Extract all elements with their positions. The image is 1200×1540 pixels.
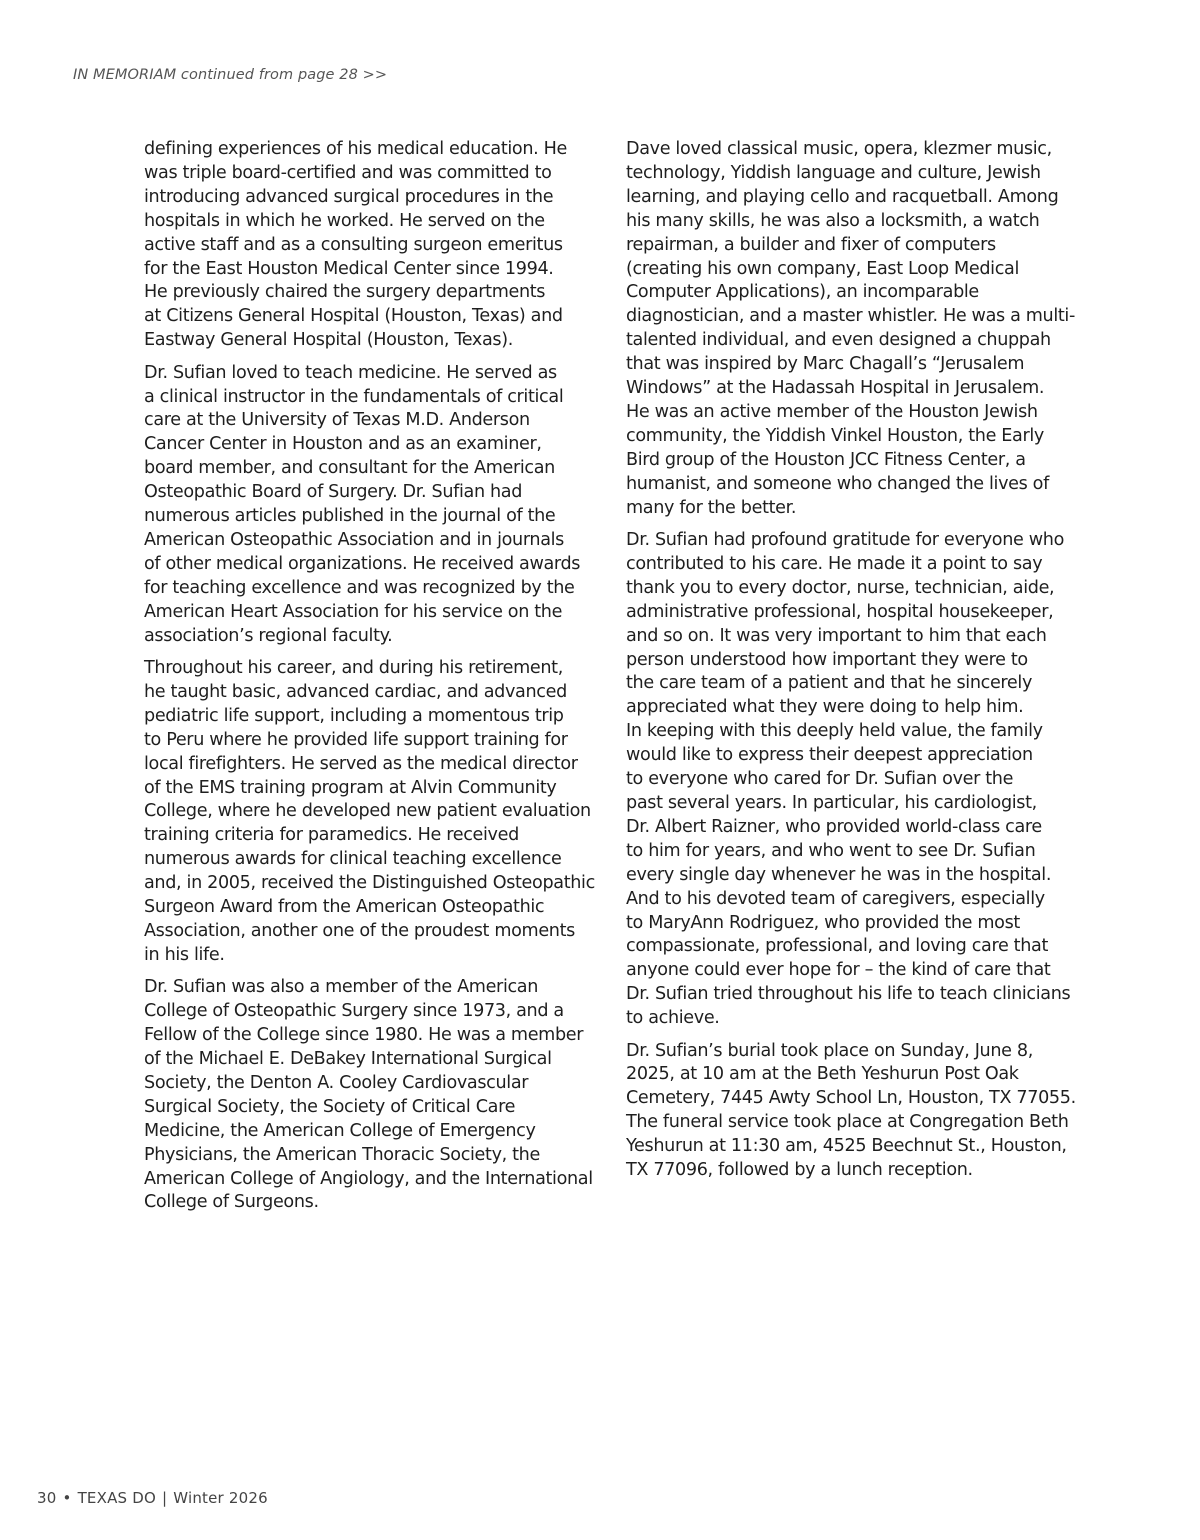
- text-line: his many skills, he was also a locksmith, a watch: [626, 210, 1040, 231]
- text-line: introducing advanced surgical procedures in the: [144, 186, 554, 207]
- text-line: defining experiences of his medical education. He: [144, 139, 567, 159]
- text-line: active staff and as a consulting surgeon emeritus: [144, 234, 563, 255]
- text-line: to everyone who cared for Dr. Sufian over the: [626, 769, 1014, 790]
- text-line: learning, and playing cello and racquetball. Among: [626, 186, 1059, 207]
- page-number: 30: [37, 1489, 57, 1507]
- text-line: of other medical organizations. He received awards: [144, 553, 581, 574]
- text-line: American College of Angiology, and the International: [144, 1168, 593, 1189]
- text-line: The funeral service took place at Congregation Beth: [626, 1112, 1069, 1133]
- body-paragraph: [626, 138, 1088, 521]
- text-line: appreciated what they were doing to help him.: [626, 697, 1024, 718]
- text-line: a clinical instructor in the fundamentals of critical: [144, 386, 564, 407]
- text-line: College of Surgeons.: [144, 1192, 319, 1213]
- issue-name: Winter 2026: [173, 1489, 268, 1507]
- text-line: of the Michael E. DeBakey International Surgical: [144, 1049, 552, 1070]
- publication-name: TEXAS DO: [77, 1489, 156, 1507]
- text-line: College, where he developed new patient evaluation: [144, 801, 591, 822]
- text-line: for the East Houston Medical Center since 1994.: [144, 258, 554, 279]
- text-line: TX 77096, followed by a lunch reception.: [626, 1160, 973, 1181]
- text-line: Bird group of the Houston JCC Fitness Center, a: [626, 449, 1026, 470]
- text-line: to MaryAnn Rodriguez, who provided the most: [626, 912, 1020, 933]
- text-line: care at the University of Texas M.D. Anderson: [144, 410, 530, 431]
- text-line: American Osteopathic Association and in journals: [144, 530, 564, 550]
- text-line: anyone could ever hope for – the kind of care that: [626, 960, 1051, 981]
- body-paragraph: [144, 976, 604, 1215]
- text-line: hospitals in which he worked. He served on the: [144, 210, 545, 231]
- text-line: Society, the Denton A. Cooley Cardiovascular: [144, 1072, 529, 1093]
- text-line: would like to express their deepest appreciation: [626, 745, 1033, 766]
- text-line: 2025, at 10 am at the Beth Yeshurun Post Oak: [626, 1064, 1019, 1085]
- text-line: Physicians, the American Thoracic Society, the: [144, 1144, 540, 1165]
- text-line: He previously chaired the surgery departments: [144, 282, 546, 303]
- footer-bullet: •: [62, 1489, 72, 1507]
- text-line: to achieve.: [626, 1008, 720, 1029]
- text-line: and, in 2005, received the Distinguished Osteopathic: [144, 873, 595, 894]
- text-line: American Heart Association for his service on the: [144, 601, 563, 622]
- text-line: Medicine, the American College of Emergency: [144, 1120, 536, 1141]
- text-line: repairman, a builder and fixer of computers: [626, 234, 996, 255]
- text-line: technology, Yiddish language and culture, Jewish: [626, 162, 1041, 183]
- text-line: person understood how important they were to: [626, 649, 1028, 670]
- text-line: Computer Applications), an incomparable: [626, 282, 979, 303]
- body-paragraph: [626, 1040, 1088, 1183]
- text-line: training criteria for paramedics. He received: [144, 825, 519, 846]
- page-footer: [37, 1489, 268, 1507]
- running-head: IN MEMORIAM continued from page 28 >>: [73, 67, 388, 83]
- text-line: local firefighters. He served as the medical director: [144, 753, 578, 774]
- text-line: talented individual, and even designed a chuppah: [626, 330, 1051, 351]
- left-column: [144, 138, 604, 1224]
- text-line: that was inspired by Marc Chagall’s “Jerusalem: [626, 354, 1025, 375]
- text-line: Throughout his career, and during his retirement,: [144, 658, 563, 679]
- text-line: Dr. Sufian was also a member of the American: [144, 977, 539, 998]
- text-line: in his life.: [144, 944, 225, 965]
- text-line: And to his devoted team of caregivers, especially: [626, 888, 1045, 909]
- text-line: numerous articles published in the journal of the: [144, 506, 556, 527]
- text-line: Dave loved classical music, opera, klezmer music,: [626, 139, 1052, 159]
- text-line: Dr. Albert Raizner, who provided world-class care: [626, 816, 1042, 837]
- text-line: Eastway General Hospital (Houston, Texas).: [144, 330, 514, 351]
- text-line: and so on. It was very important to him that each: [626, 625, 1047, 646]
- body-paragraph: [144, 362, 604, 649]
- text-line: Osteopathic Board of Surgery. Dr. Sufian had: [144, 482, 523, 503]
- text-line: every single day whenever he was in the hospital.: [626, 864, 1052, 885]
- text-line: for teaching excellence and was recognized by the: [144, 577, 575, 598]
- text-line: Cemetery, 7445 Awty School Ln, Houston, TX 77055.: [626, 1088, 1076, 1109]
- body-paragraph: [144, 657, 604, 968]
- text-line: administrative professional, hospital housekeeper,: [626, 601, 1054, 622]
- text-line: community, the Yiddish Vinkel Houston, the Early: [626, 425, 1044, 446]
- text-line: In keeping with this deeply held value, the family: [626, 721, 1043, 742]
- text-line: thank you to every doctor, nurse, technician, aide,: [626, 577, 1055, 598]
- text-line: he taught basic, advanced cardiac, and advanced: [144, 681, 567, 702]
- text-line: Association, another one of the proudest moments: [144, 921, 575, 941]
- body-paragraph: [144, 138, 604, 353]
- text-line: Surgeon Award from the American Osteopathic: [144, 897, 545, 918]
- text-line: Dr. Sufian loved to teach medicine. He served as: [144, 362, 557, 383]
- text-line: Dr. Sufian’s burial took place on Sunday, June 8,: [626, 1040, 1033, 1061]
- footer-divider: |: [162, 1489, 168, 1507]
- text-line: He was an active member of the Houston Jewish: [626, 401, 1038, 422]
- text-line: Yeshurun at 11:30 am, 4525 Beechnut St., Houston,: [626, 1136, 1067, 1157]
- text-line: to Peru where he provided life support training for: [144, 729, 568, 750]
- text-line: compassionate, professional, and loving care that: [626, 936, 1048, 957]
- text-line: Surgical Society, the Society of Critical Care: [144, 1096, 516, 1117]
- text-line: was triple board-certified and was committed to: [144, 162, 552, 183]
- text-line: the care team of a patient and that he sincerely: [626, 673, 1032, 694]
- right-column: [626, 138, 1088, 1191]
- text-line: humanist, and someone who changed the lives of: [626, 473, 1049, 494]
- text-line: many for the better.: [626, 497, 797, 518]
- text-line: association’s regional faculty.: [144, 625, 393, 646]
- body-paragraph: [626, 529, 1088, 1031]
- text-line: board member, and consultant for the American: [144, 458, 555, 479]
- text-line: contributed to his care. He made it a point to say: [626, 553, 1043, 574]
- text-line: Dr. Sufian tried throughout his life to teach clinicians: [626, 984, 1071, 1005]
- text-line: of the EMS training program at Alvin Community: [144, 777, 557, 798]
- text-line: (creating his own company, East Loop Medical: [626, 258, 1019, 279]
- text-line: pediatric life support, including a momentous trip: [144, 705, 564, 726]
- text-line: Dr. Sufian had profound gratitude for everyone who: [626, 530, 1064, 550]
- text-line: College of Osteopathic Surgery since 1973, and a: [144, 1001, 564, 1022]
- text-line: Cancer Center in Houston and as an examiner,: [144, 434, 542, 455]
- text-line: Windows” at the Hadassah Hospital in Jerusalem.: [626, 378, 1045, 399]
- text-line: Fellow of the College since 1980. He was a member: [144, 1025, 584, 1046]
- text-line: numerous awards for clinical teaching excellence: [144, 849, 562, 870]
- text-line: diagnostician, and a master whistler. He was a multi-: [626, 306, 1075, 327]
- text-line: to him for years, and who went to see Dr. Sufian: [626, 840, 1036, 861]
- text-line: past several years. In particular, his cardiologist,: [626, 792, 1037, 813]
- text-line: at Citizens General Hospital (Houston, Texas) and: [144, 306, 563, 327]
